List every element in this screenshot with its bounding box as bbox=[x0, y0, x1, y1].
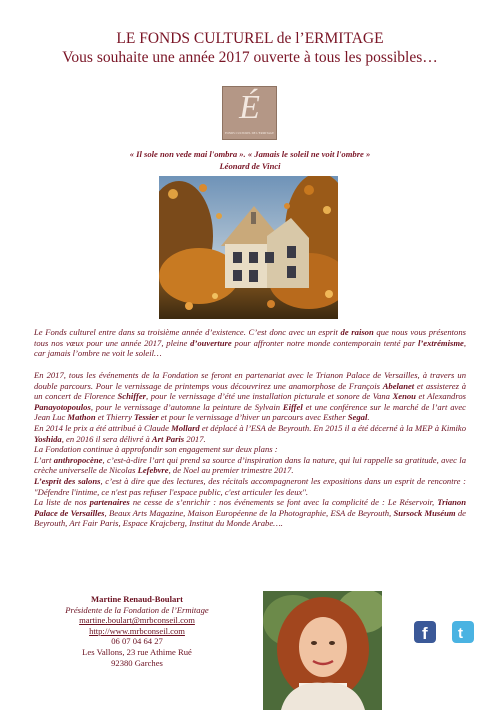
logo-tagline: FONDS CULTUREL DE L'ERMITAGE bbox=[225, 130, 274, 135]
portrait-photo bbox=[263, 591, 382, 710]
website-link[interactable]: http://www.mrbconseil.com bbox=[89, 625, 185, 636]
fondation-logo bbox=[222, 86, 277, 140]
quote-italian: « Il sole non vede mai l'ombra ». bbox=[129, 149, 246, 159]
logo-letter: É bbox=[239, 89, 260, 126]
signature-name: Martine Renaud-Boulart bbox=[91, 594, 183, 604]
signature-block bbox=[40, 594, 234, 668]
anthropocene-paragraph: L’art anthropocène, c’est-à-dire l’art qui prend sa source d’inspiration dans la nature, qui lui rappelle sa gratitude, avec la crèche universelle de Nicolas Lefebvre, de Noel au premier trimestre 2017. bbox=[34, 454, 466, 476]
partners-paragraph: La liste de nos partenaires ne cesse de s’enrichir : nos événements se font avec la complicité de : Le Réservoir, Trianon Palace de Versailles, Beaux Arts Magazine, Maison Européenne de la Photographie, ESA de Beyrouth, Sursock Muséum de Beyrouth, Art Fair Paris, Espace Krajcberg, Institut du Monde Arabe…. bbox=[34, 497, 467, 529]
signature-address: Les Vallons, 23 rue Athime Rué bbox=[82, 646, 192, 657]
email-link[interactable]: martine.boulart@mrbconseil.com bbox=[79, 615, 195, 626]
page-subtitle: Vous souhaite une année 2017 ouverte à tous les possibles… bbox=[62, 49, 438, 66]
events-section bbox=[34, 370, 466, 529]
page-title: LE FONDS CULTUREL de l’ERMITAGE bbox=[116, 30, 384, 47]
facebook-icon[interactable] bbox=[414, 621, 436, 643]
signature-role: Présidente de la Fondation de l’Ermitage bbox=[65, 604, 209, 615]
salons-paragraph: L’esprit des salons, c’est à dire que des lectures, des récitals accompagneront les expositions dans un esprit de rencontre : "Défendre l'intime, ce n'est pas refuser l'espace public, c'est articuler les deux". bbox=[34, 475, 466, 497]
quote-line bbox=[0, 149, 500, 160]
prize-paragraph: En 2014 le prix a été attribué à Claude Mollard et déplacé à l’ESA de Beyrouth. En 2015 il a été décerné à la MEP à Kimiko Yoshida, en 2016 il sera délivré à Art Paris 2017. bbox=[34, 422, 467, 444]
signature-phone: 06 07 04 64 27 bbox=[111, 636, 163, 647]
signature-city: 92380 Garches bbox=[111, 657, 163, 668]
intro-paragraph: Le Fonds culturel entre dans sa troisième année d’existence. C’est donc avec un esprit de raison que nous vous présentons tous nos vœux pour une année 2017, pleine d’ouverture pour affronter notre monde contemporain tenté par l’extrémisme, car jamais l’ombre ne voit le soleil… bbox=[34, 327, 466, 359]
events-paragraph: En 2017, tous les événements de la Fondation se feront en partenariat avec le Trianon Palace de Versailles, à travers un double parcours. Pour le vernissage de printemps vous découvrirez une anamorphose de François Abelanet et assisterez à un concert de Florence Schiffer, pour le vernissage d’été une installation picturale et sonore de Vana Xenou et Alexandros Panayotopoulos, pour le vernissage d’automne la peinture de Sylvain Eiffel et une conférence sur le marché de l’art avec Jean Luc Mathon et Thierry Tessier et pour le vernissage d’hiver un parcours avec Esther Segal. bbox=[34, 370, 466, 423]
hero-photo-house-autumn bbox=[159, 176, 338, 319]
twitter-icon[interactable] bbox=[452, 621, 474, 643]
quote-author: Léonard de Vinci bbox=[219, 161, 281, 171]
quote-french: « Jamais le soleil ne voit l'ombre » bbox=[247, 149, 371, 159]
svg-text:f: f bbox=[422, 624, 428, 643]
commitment-intro: La Fondation continue à approfondir son engagement sur deux plans : bbox=[34, 444, 278, 455]
svg-text:t: t bbox=[458, 625, 463, 642]
